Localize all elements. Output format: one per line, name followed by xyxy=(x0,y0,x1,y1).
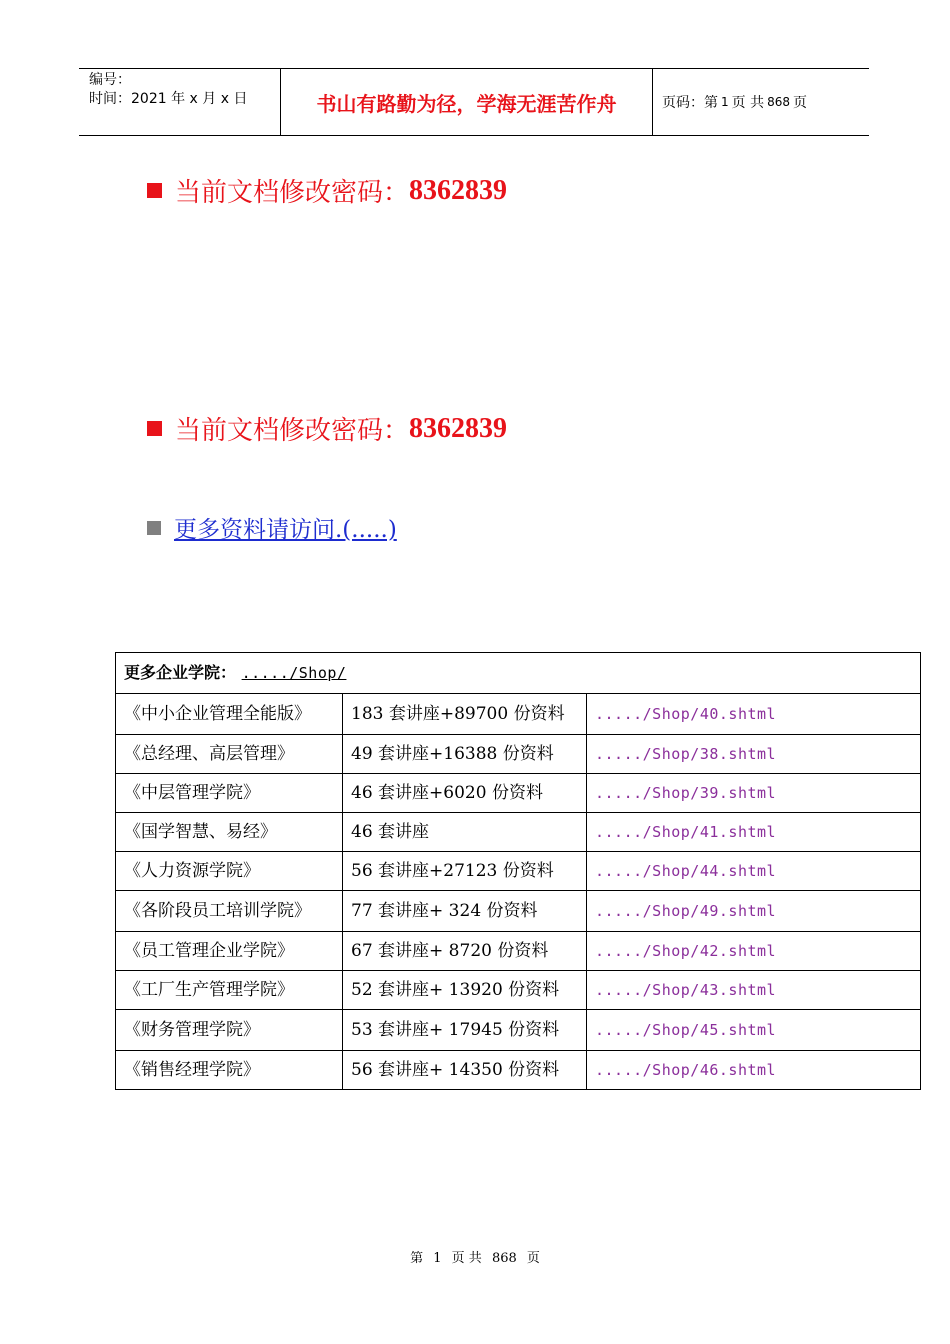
page-footer: 第 1 页 共 868 页 xyxy=(410,1251,540,1266)
course-name-cell: 《各阶段员工培训学院》 xyxy=(116,891,343,932)
password-code: 8362839 xyxy=(409,412,508,444)
code-label: 编号： xyxy=(89,72,131,88)
password-line xyxy=(147,410,507,447)
table-header-cell xyxy=(116,653,921,694)
table-row xyxy=(116,735,921,774)
course-name-cell: 《员工管理企业学院》 xyxy=(116,932,343,971)
table-row xyxy=(116,774,921,813)
header-page-total: 868 xyxy=(767,95,790,109)
course-link-cell[interactable]: ...../Shop/39.shtml xyxy=(587,774,921,813)
course-link-cell[interactable]: ...../Shop/49.shtml xyxy=(587,891,921,932)
header-meta xyxy=(79,69,280,135)
course-link-cell[interactable]: ...../Shop/40.shtml xyxy=(587,694,921,735)
course-name-cell: 《销售经理学院》 xyxy=(116,1051,343,1090)
course-count-cell: 77 套讲座+ 324 份资料 xyxy=(343,891,587,932)
time-label: 时间：2021 年 x 月 x 日 xyxy=(89,91,248,107)
password-label: 当前文档修改密码： xyxy=(175,416,410,446)
course-link-cell[interactable]: ...../Shop/41.shtml xyxy=(587,813,921,852)
course-name-cell: 《工厂生产管理学院》 xyxy=(116,971,343,1010)
course-count-cell: 46 套讲座+6020 份资料 xyxy=(343,774,587,813)
table-row xyxy=(116,852,921,891)
more-resources-line xyxy=(147,511,397,544)
course-count-cell: 46 套讲座 xyxy=(343,813,587,852)
course-link-cell[interactable]: ...../Shop/44.shtml xyxy=(587,852,921,891)
shop-link[interactable]: ...../Shop/ xyxy=(241,664,347,682)
table-row xyxy=(116,971,921,1010)
red-square-bullet-icon xyxy=(147,183,162,198)
table-row xyxy=(116,1010,921,1051)
table-row xyxy=(116,694,921,735)
course-count-cell: 52 套讲座+ 13920 份资料 xyxy=(343,971,587,1010)
page-header xyxy=(79,68,869,136)
course-name-cell: 《财务管理学院》 xyxy=(116,1010,343,1051)
header-page-info: 页码：第 1 页 共 868 页 xyxy=(662,95,807,111)
course-link-cell[interactable]: ...../Shop/38.shtml xyxy=(587,735,921,774)
table-row xyxy=(116,813,921,852)
header-motto: 书山有路勤为径，学海无涯苦作舟 xyxy=(280,69,653,135)
course-name-cell: 《总经理、高层管理》 xyxy=(116,735,343,774)
course-link-cell[interactable]: ...../Shop/46.shtml xyxy=(587,1051,921,1090)
password-code: 8362839 xyxy=(409,174,508,206)
course-count-cell: 56 套讲座+27123 份资料 xyxy=(343,852,587,891)
course-name-cell: 《国学智慧、易经》 xyxy=(116,813,343,852)
course-name-cell: 《中层管理学院》 xyxy=(116,774,343,813)
table-row xyxy=(116,932,921,971)
course-count-cell: 49 套讲座+16388 份资料 xyxy=(343,735,587,774)
footer-page-total: 868 xyxy=(491,1251,517,1266)
course-link-cell[interactable]: ...../Shop/43.shtml xyxy=(587,971,921,1010)
footer-page-number: 1 xyxy=(433,1251,442,1266)
course-name-cell: 《人力资源学院》 xyxy=(116,852,343,891)
password-line xyxy=(147,172,507,209)
more-resources-link[interactable]: 更多资料请访问.(.....) xyxy=(174,517,397,543)
course-link-cell[interactable]: ...../Shop/45.shtml xyxy=(587,1010,921,1051)
table-row xyxy=(116,891,921,932)
course-count-cell: 53 套讲座+ 17945 份资料 xyxy=(343,1010,587,1051)
table-header-label: 更多企业学院： xyxy=(124,663,237,682)
red-square-bullet-icon xyxy=(147,421,162,436)
password-label: 当前文档修改密码： xyxy=(175,178,410,208)
academy-table xyxy=(115,652,921,1090)
gray-square-bullet-icon xyxy=(147,521,161,535)
course-count-cell: 183 套讲座+89700 份资料 xyxy=(343,694,587,735)
course-count-cell: 67 套讲座+ 8720 份资料 xyxy=(343,932,587,971)
course-name-cell: 《中小企业管理全能版》 xyxy=(116,694,343,735)
table-row xyxy=(116,1051,921,1090)
course-count-cell: 56 套讲座+ 14350 份资料 xyxy=(343,1051,587,1090)
course-link-cell[interactable]: ...../Shop/42.shtml xyxy=(587,932,921,971)
header-page-number: 1 xyxy=(721,95,729,109)
